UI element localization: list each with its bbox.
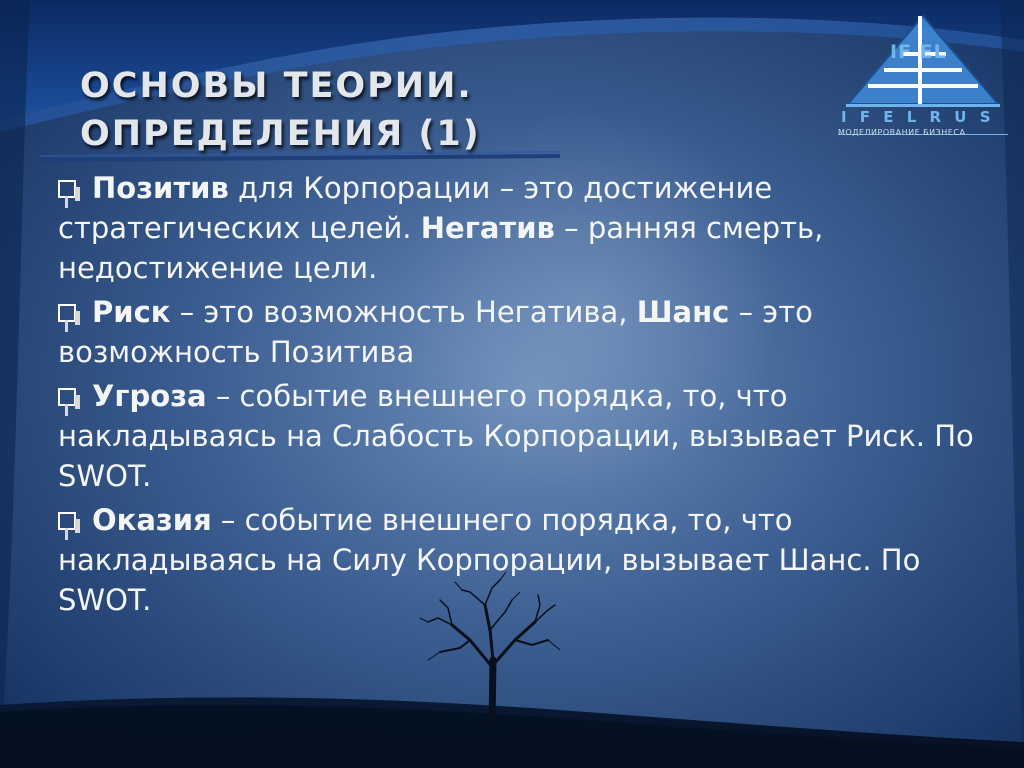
definition-text: – это возможность Негатива, bbox=[170, 295, 637, 329]
company-logo bbox=[838, 12, 1008, 152]
term: Позитив bbox=[92, 171, 229, 205]
definitions-list bbox=[58, 168, 978, 624]
list-item bbox=[58, 168, 978, 288]
term: Оказия bbox=[92, 503, 212, 537]
definition-text: – событие внешнего порядка, то, что накладываясь на Слабость Корпорации, вызывает Риск. По SWOT. bbox=[58, 379, 974, 493]
list-item bbox=[58, 292, 978, 372]
definition-text: для Корпорации – это достижение стратегических целей. bbox=[58, 171, 773, 245]
list-item bbox=[58, 500, 978, 620]
definition-text: – ранняя смерть, недостижение цели. bbox=[58, 211, 824, 285]
checkbox-bullet-icon bbox=[58, 388, 76, 406]
term: Риск bbox=[92, 295, 171, 329]
logo-name: I F E L R U S bbox=[841, 108, 995, 126]
term: Угроза bbox=[92, 379, 207, 413]
checkbox-bullet-icon bbox=[58, 304, 76, 322]
checkbox-bullet-icon bbox=[58, 180, 76, 198]
definition-text: – событие внешнего порядка, то, что накладываясь на Силу Корпорации, вызывает Шанс. По SWOT. bbox=[58, 503, 921, 617]
title-line-1: ОСНОВЫ ТЕОРИИ. bbox=[80, 66, 473, 106]
definition-text: – это возможность Позитива bbox=[58, 295, 813, 369]
term: Негатив bbox=[420, 211, 555, 245]
logo-tagline: МОДЕЛИРОВАНИЕ БИЗНЕСА bbox=[838, 128, 966, 137]
list-item bbox=[58, 376, 978, 496]
logo-monogram: IF EL bbox=[890, 41, 947, 63]
checkbox-bullet-icon bbox=[58, 512, 76, 530]
title-line-2: ОПРЕДЕЛЕНИЯ (1) bbox=[80, 114, 481, 154]
page-title bbox=[80, 62, 640, 158]
term: Шанс bbox=[636, 295, 730, 329]
